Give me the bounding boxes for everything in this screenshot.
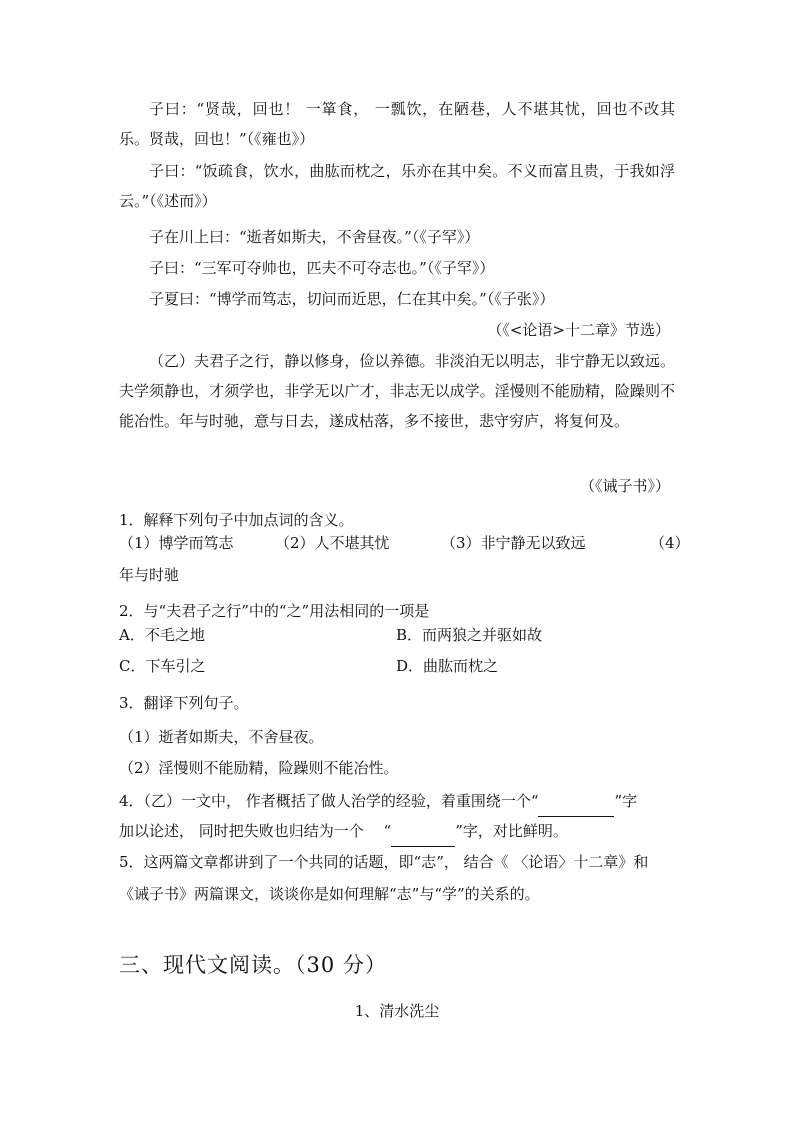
question-1-item-2: （2）人不堪其忧 — [275, 534, 390, 552]
lunyu-passage-3: 子在川上曰：“逝者如斯夫，不舍昼夜。”（《子罕》） — [149, 228, 480, 246]
lunyu-source: （《<论语>十二章》节选） — [487, 321, 670, 339]
article-title: 1、清水洗尘 — [354, 1002, 440, 1020]
question-4-text-2: ”字 — [614, 792, 638, 810]
question-1-item-1: （1）博学而笃志 — [119, 534, 234, 552]
question-3-item-1: （1）逝者如斯夫，不舍昼夜。 — [119, 728, 324, 746]
lunyu-passage-5: 子夏曰：“博学而笃志，切问而近思，仁在其中矣。”（《子张》） — [149, 290, 555, 308]
question-4-blank-1[interactable] — [538, 786, 614, 817]
question-1-item-3: （3）非宁静无以致远 — [441, 534, 586, 552]
jiezi-passage: （乙）夫君子之行，静以修身，俭以养德。非淡泊无以明志，非宁静无以致远。夫学须静也，才须学也，非学无以广才，非志无以成学。淫慢则不能励精，险躁则不能冶性。年与时驰，意与日去，遂成枯落，多不接世，悲守穷庐，将复何及。 — [119, 352, 675, 430]
lunyu-passage-2: 子曰：“饭疏食，饮水，曲肱而枕之，乐亦在其中矣。不义而富且贵，于我如浮云。”（《述而》） — [119, 162, 675, 210]
question-3-stem: 3．翻译下列句子。 — [119, 694, 249, 712]
question-3-item-2: （2）淫慢则不能励精，险躁则不能冶性。 — [119, 759, 399, 777]
question-4-line-1 — [119, 786, 679, 817]
lunyu-passage-1: 子曰：“贤哉，回也！ 一箪食， 一瓢饮，在陋巷，人不堪其忧，回也不改其乐。贤哉，回也！”（《雍也》） — [119, 100, 675, 148]
section-3-title: 三、现代文阅读。（30 分） — [119, 953, 387, 977]
question-5-line-2: 《诫子书》两篇课文，谈谈你是如何理解“志”与“学”的关系的。 — [119, 885, 540, 903]
question-2-option-c: C．下车引之 — [119, 657, 206, 675]
question-2-stem: 2．与“夫君子之行”中的“之”用法相同的一项是 — [119, 602, 430, 620]
question-4-text-3: 加以论述， 同时把失败也归结为一个 “ — [119, 822, 392, 840]
question-4-line-2 — [119, 816, 679, 847]
question-1-item-4-cont: 年与时驰 — [119, 566, 180, 584]
jiezi-source: （《诫子书》） — [579, 477, 670, 495]
question-2-option-d: D．曲肱而枕之 — [396, 657, 499, 675]
question-4-text-1: 4．（乙）一文中， 作者概括了做人治学的经验，着重围绕一个“ — [119, 792, 539, 810]
question-1-item-4: （4） — [650, 534, 690, 552]
question-2-option-b: B．而两狼之并驱如故 — [396, 626, 543, 644]
question-4-blank-2[interactable] — [391, 816, 455, 847]
question-4-text-4: ”字，对比鲜明。 — [455, 822, 568, 840]
lunyu-passage-4: 子曰：“三军可夺帅也，匹夫不可夺志也。”（《子罕》） — [149, 259, 495, 277]
question-1-stem: 1．解释下列句子中加点词的含义。 — [119, 511, 354, 529]
question-2-option-a: A．不毛之地 — [119, 626, 205, 644]
question-5-line-1: 5．这两篇文章都讲到了一个共同的话题，即“志”， 结合《 〈论语〉十二章》和 — [119, 853, 649, 871]
